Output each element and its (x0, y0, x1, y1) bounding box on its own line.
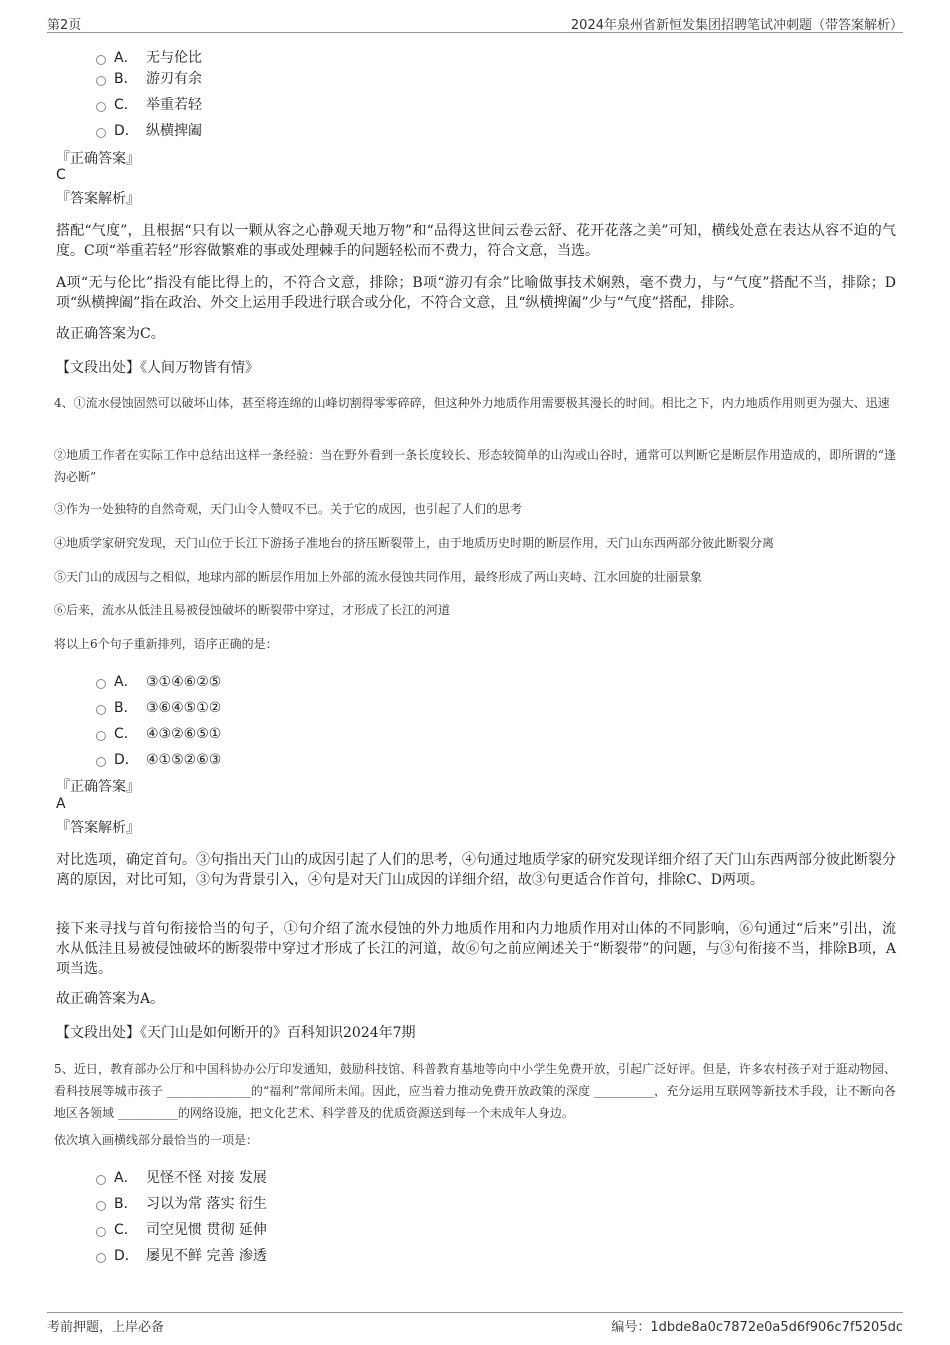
radio-icon[interactable] (96, 757, 106, 767)
option-b[interactable]: B． 游刃有余 (96, 68, 202, 88)
option-d[interactable]: D． 纵横捭阖 (96, 120, 202, 140)
question-sentence: ⑤天门山的成因与之相似，地球内部的断层作用加上外部的流水侵蚀共同作用，最终形成了两山夹峙、江水回旋的壮丽景象 (54, 570, 703, 584)
analysis-paragraph: A项“无与伦比”指没有能比得上的，不符合文意，排除；B项“游刃有余”比喻做事技术娴熟，毫不费力，与“气度”搭配不当，排除；D项“纵横捭阖”指在政治、外交上运用手段进行联合或分化，不符合文意，且“纵横捭阖”少与“气度”搭配，排除。 (56, 275, 896, 311)
option-a[interactable]: A． 无与伦比 (96, 47, 202, 67)
answer-value: C (56, 167, 66, 183)
option-a[interactable]: A． ③①④⑥②⑤ (96, 671, 221, 691)
radio-icon[interactable] (96, 705, 106, 715)
radio-icon[interactable] (96, 128, 106, 138)
answer-label: 『正确答案』 (56, 151, 140, 167)
radio-icon[interactable] (96, 76, 106, 86)
question-sentence: ②地质工作者在实际工作中总结出这样一条经验：当在野外看到一条长度较长、形态较简单的山沟或山谷时，通常可以判断它是断层作用造成的，即所谓的“逢沟必断” (54, 448, 896, 484)
document-title: 2024年泉州省新恒发集团招聘笔试冲刺题（带答案解析） (570, 18, 903, 33)
question-prompt: 将以上6个句子重新排列，语序正确的是： (54, 637, 278, 651)
page-footer (47, 1312, 903, 1335)
radio-icon[interactable] (96, 679, 106, 689)
option-b[interactable]: B． ③⑥④⑤①② (96, 697, 221, 717)
radio-icon[interactable] (96, 1253, 106, 1263)
radio-icon[interactable] (96, 1175, 106, 1185)
analysis-label: 『答案解析』 (56, 191, 140, 207)
question-passage: 5、近日，教育部办公厅和中国科协办公厅印发通知，鼓励科技馆、科普教育基地等向中小学生免费开放，引起广泛好评。但是，许多农村孩子对于逛动物园、看科技展等城市孩子 ______________的“福利”常闻所未闻。因此，应当着力推动免费开放政策的深度 __________，充分运用互联网等新技术手段，让不断向各地区各领域 __________的网络设施，把文化艺术、科学普及的优质资源送到每一个未成年人身边。 (54, 1062, 896, 1120)
question-sentence: ③作为一处独特的自然奇观，天门山令人赞叹不已。关于它的成因，也引起了人们的思考 (54, 502, 523, 516)
radio-icon[interactable] (96, 731, 106, 741)
analysis-paragraph: 搭配“气度”，且根据“只有以一颗从容之心静观天地万物”和“品得这世间云卷云舒、花开花落之美”可知，横线处意在表达从容不迫的气度。C项“举重若轻”形容做繁难的事或处理棘手的问题轻松而不费力，符合文意，当选。 (56, 223, 896, 259)
page-header (47, 12, 903, 33)
radio-icon[interactable] (96, 1201, 106, 1211)
option-d[interactable]: D． ④①⑤②⑥③ (96, 749, 221, 769)
answer-label: 『正确答案』 (56, 779, 140, 795)
analysis-paragraph: 接下来寻找与首句衔接恰当的句子，①句介绍了流水侵蚀的外力地质作用和内力地质作用对山体的不同影响，⑥句通过“后来”引出，流水从低洼且易被侵蚀破坏的断裂带中穿过才形成了长江的河道，故⑥句之前应阐述关于“断裂带”的问题，与③句衔接不当，排除B项，A项当选。 (56, 921, 896, 977)
analysis-conclusion: 故正确答案为A。 (56, 991, 165, 1007)
answer-value: A (56, 796, 66, 812)
document-id: 编号：1dbde8a0c7872e0a5d6f906c7f5205dc (611, 1320, 903, 1335)
option-a[interactable]: A． 见怪不怪 对接 发展 (96, 1167, 267, 1187)
option-c[interactable]: C． ④③②⑥⑤① (96, 723, 221, 743)
option-d[interactable]: D． 屡见不鲜 完善 渗透 (96, 1245, 267, 1265)
source-citation: 【文段出处】《人间万物皆有情》 (56, 360, 259, 376)
footer-slogan: 考前押题，上岸必备 (47, 1320, 165, 1335)
question-prompt: 依次填入画横线部分最恰当的一项是： (54, 1133, 259, 1147)
radio-icon[interactable] (96, 102, 106, 112)
analysis-label: 『答案解析』 (56, 820, 140, 836)
page-number: 第2页 (47, 18, 82, 33)
question-sentence: ④地质学家研究发现，天门山位于长江下游扬子准地台的挤压断裂带上，由于地质历史时期的断层作用，天门山东西两部分彼此断裂分离 (54, 536, 775, 550)
question-sentence: 4、①流水侵蚀固然可以破坏山体，甚至将连绵的山峰切割得零零碎碎，但这种外力地质作用需要极其漫长的时间。相比之下，内力地质作用则更为强大、迅速 (54, 396, 890, 410)
option-c[interactable]: C． 司空见惯 贯彻 延伸 (96, 1219, 267, 1239)
analysis-paragraph: 对比选项，确定首句。③句指出天门山的成因引起了人们的思考，④句通过地质学家的研究发现详细介绍了天门山东西两部分彼此断裂分离的原因，对比可知，③句为背景引入，④句是对天门山成因的详细介绍，故③句更适合作首句，排除C、D两项。 (56, 852, 896, 888)
question-sentence: ⑥后来，流水从低洼且易被侵蚀破坏的断裂带中穿过，才形成了长江的河道 (54, 603, 451, 617)
option-b[interactable]: B． 习以为常 落实 衍生 (96, 1193, 267, 1213)
radio-icon[interactable] (96, 55, 106, 65)
source-citation: 【文段出处】《天门山是如何断开的》百科知识2024年7期 (56, 1025, 416, 1041)
option-c[interactable]: C． 举重若轻 (96, 94, 202, 114)
radio-icon[interactable] (96, 1227, 106, 1237)
analysis-conclusion: 故正确答案为C。 (56, 326, 165, 342)
